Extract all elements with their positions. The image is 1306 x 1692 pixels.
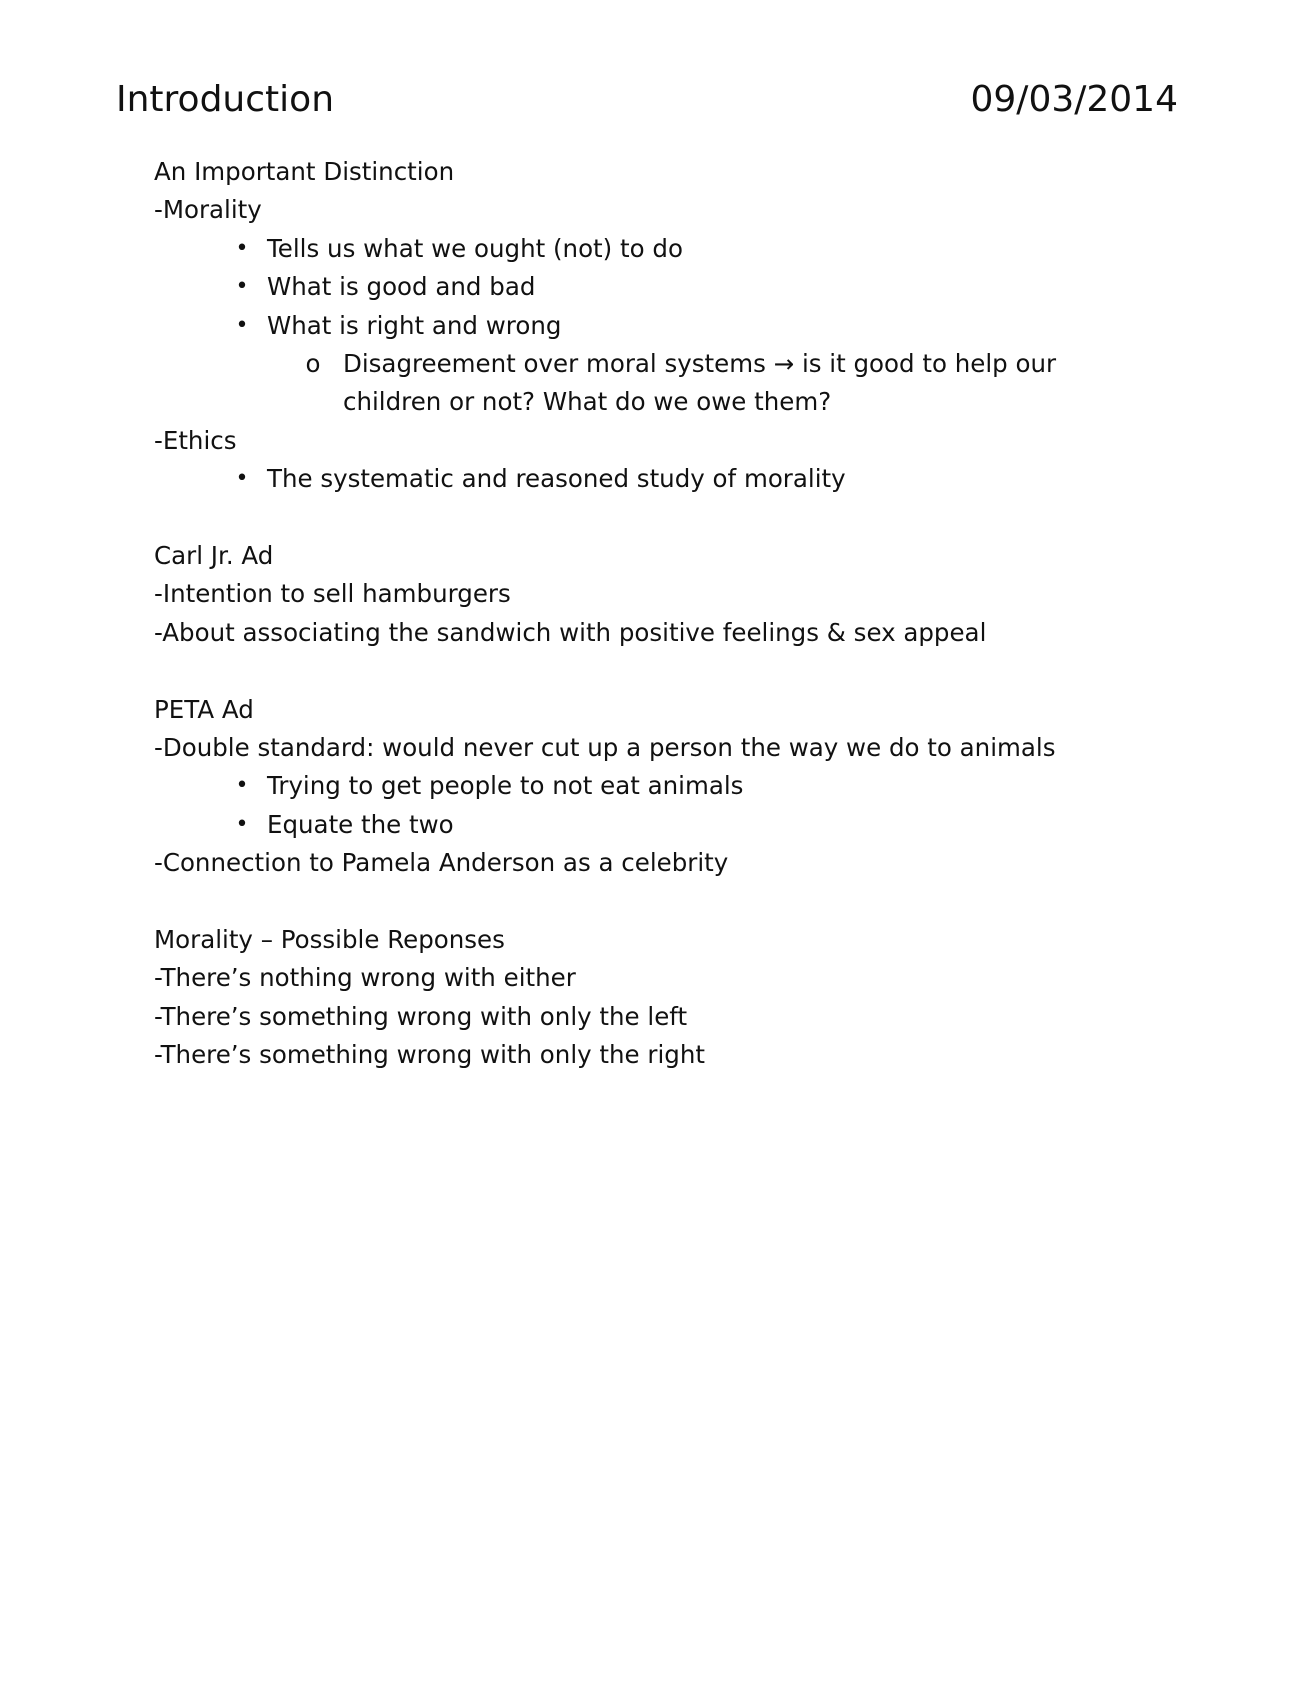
section-heading-distinction: An Important Distinction [154, 157, 455, 186]
section-gap [154, 499, 1154, 537]
response-line: -There’s something wrong with only the left [154, 1001, 688, 1031]
bullet-icon: • [235, 773, 249, 799]
list-item-text: Tells us what we ought (not) to do [267, 233, 683, 263]
list-item [235, 460, 1154, 498]
bullet-icon: • [235, 466, 249, 492]
bullet-icon: • [235, 274, 249, 300]
notes-body [154, 153, 1154, 1075]
section-heading-responses: Morality – Possible Reponses [154, 925, 505, 955]
sub-list-item-text: Disagreement over moral systems → is it good to help our children or not? What do we owe them? [343, 349, 1057, 417]
page-title: Introduction [116, 79, 335, 120]
bullet-icon: • [235, 811, 249, 837]
section-gap [154, 883, 1154, 921]
section-gap [154, 652, 1154, 690]
peta-line: -Double standard: would never cut up a person the way we do to animals [154, 733, 1056, 763]
ethics-list [154, 460, 1154, 498]
list-item [235, 767, 1154, 805]
list-item [235, 806, 1154, 844]
sub-list-item [305, 345, 1154, 422]
section-heading-peta: PETA Ad [154, 694, 254, 724]
list-item [235, 268, 1154, 306]
list-item-text: What is right and wrong [267, 310, 562, 340]
morality-sublist [267, 345, 1154, 422]
bullet-icon: • [235, 235, 249, 261]
section-heading-carl: Carl Jr. Ad [154, 541, 274, 571]
list-item-text: What is good and bad [267, 272, 536, 302]
morality-list [154, 230, 1154, 422]
peta-list [154, 767, 1154, 844]
peta-line: -Connection to Pamela Anderson as a celebrity [154, 848, 729, 878]
response-line: -There’s something wrong with only the right [154, 1040, 705, 1070]
sub-bullet-icon: o [305, 349, 321, 379]
list-item-text: Equate the two [267, 809, 454, 839]
list-item [235, 307, 1154, 422]
page-date: 09/03/2014 [970, 79, 1178, 120]
list-item-text: Trying to get people to not eat animals [267, 771, 744, 801]
morality-label: -Morality [154, 195, 262, 225]
list-item-text: The systematic and reasoned study of morality [267, 464, 846, 494]
carl-line: -About associating the sandwich with positive feelings & sex appeal [154, 617, 987, 647]
page-header [116, 74, 1178, 126]
ethics-label: -Ethics [154, 425, 237, 455]
response-line: -There’s nothing wrong with either [154, 963, 576, 993]
list-item [235, 230, 1154, 268]
bullet-icon: • [235, 312, 249, 338]
carl-line: -Intention to sell hamburgers [154, 579, 511, 609]
